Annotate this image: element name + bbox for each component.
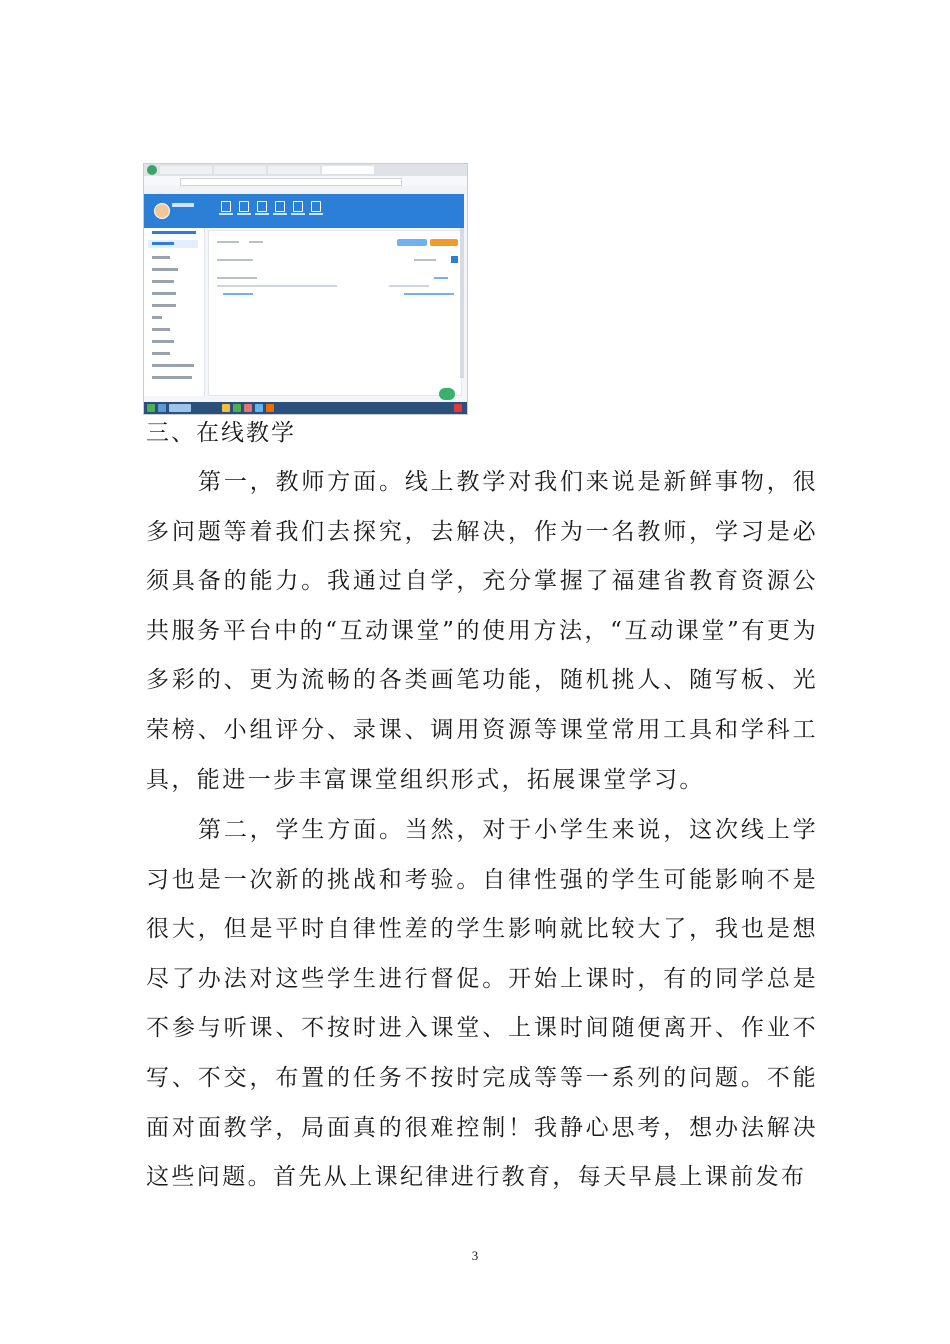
nav-icon	[275, 201, 285, 212]
nav-icon	[221, 201, 231, 212]
sidebar-item	[152, 304, 176, 307]
paragraph-teacher: 第一，教师方面。线上教学对我们来说是新鲜事物，很多问题等着我们去探究，去解决，作为一名教师，学习是必须具备的能力。我通过自学，充分掌握了福建省教育资源公共服务平台中的“互动课堂”的使用方法，“互动课堂”有更为多彩的、更为流畅的各类画笔功能，随机挑人、随写板、光荣榜、小组评分、录课、调用资源等课堂常用工具和学科工具，能进一步丰富课堂组织形式，拓展课堂学习。	[146, 469, 818, 793]
sidebar-item	[152, 231, 196, 234]
section-heading: 三、在线教学	[146, 420, 296, 446]
browser-logo-icon	[147, 165, 157, 175]
sidebar-item	[152, 268, 178, 271]
platform-content-panel	[208, 230, 462, 396]
sidebar-item	[152, 328, 170, 331]
browser-bookmark-bar	[144, 186, 467, 194]
accent-button	[430, 239, 458, 246]
primary-button	[397, 239, 427, 246]
sidebar-item	[152, 352, 170, 355]
floating-badge	[439, 388, 455, 400]
nav-icon	[311, 201, 321, 212]
platform-screenshot	[143, 163, 468, 415]
scrollbar	[460, 228, 464, 378]
browser-tab-active	[322, 166, 374, 174]
browser-tab	[268, 166, 320, 174]
browser-tab	[160, 166, 212, 174]
page-number: 3	[471, 1248, 479, 1263]
sidebar-item	[152, 364, 194, 367]
sidebar-item	[152, 292, 176, 295]
sidebar-item	[152, 242, 174, 245]
sidebar-item	[152, 280, 174, 283]
sidebar-item	[152, 256, 170, 259]
avatar	[154, 203, 170, 219]
platform-header	[144, 194, 464, 228]
nav-icon	[239, 201, 249, 212]
platform-sidebar	[144, 228, 205, 396]
user-name-placeholder	[172, 203, 194, 207]
windows-taskbar	[144, 402, 467, 414]
sidebar-item	[152, 376, 192, 379]
paragraph-student: 第二，学生方面。当然，对于小学生来说，这次线上学习也是一次新的挑战和考验。自律性强的学生可能影响不是很大，但是平时自律性差的学生影响就比较大了，我也是想尽了办法对这些学生进行督促。开始上课时，有的同学总是不参与听课、不按时进入课堂、上课时间随便离开、作业不写、不交，布置的任务不按时完成等等一系列的问题。不能面对面教学，局面真的很难控制！我静心思考，想办法解决这些问题。首先从上课纪律进行教育，每天早晨上课前发布	[146, 817, 818, 1191]
nav-icon	[293, 201, 303, 212]
sidebar-item	[152, 340, 174, 343]
browser-tab	[214, 166, 266, 174]
sidebar-item	[152, 316, 162, 319]
browser-tab-strip	[144, 164, 467, 176]
nav-icon	[257, 201, 267, 212]
